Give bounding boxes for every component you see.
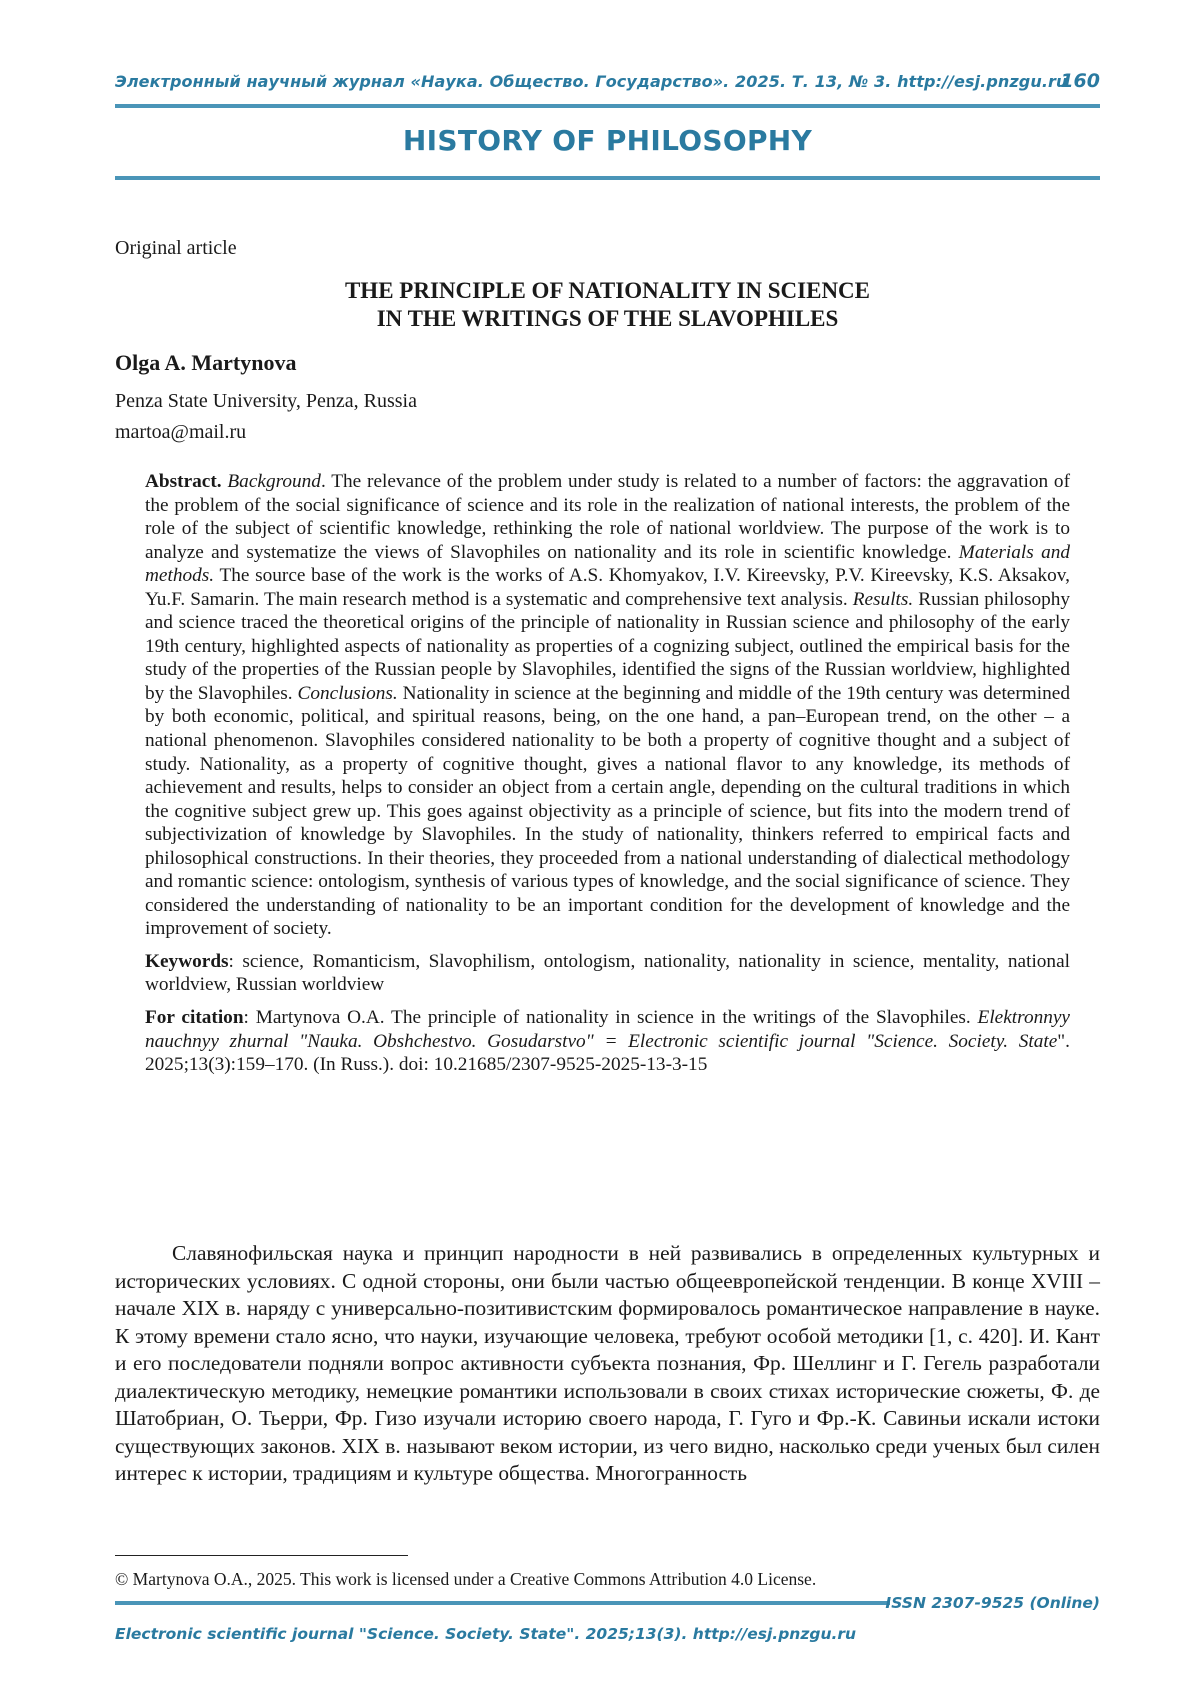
abstract-label: Abstract. bbox=[145, 471, 222, 492]
methods-label: Materials and methods. bbox=[145, 541, 1070, 587]
results-label: Results. bbox=[852, 588, 914, 610]
footnote-divider bbox=[115, 1555, 408, 1556]
results-text: Russian philosophy and science traced the theoretical origins of the principle of nationality in Russian science and philosophy of the early 19th century, highlighted aspects of nationality as properties of a cognizing subject, outlined the empirical basis for the study of the properties of the Russian people by Slavophiles, identified the signs of the Russian worldview, highlighted by the Slavophiles. bbox=[145, 588, 1071, 704]
author-affiliation: Penza State University, Penza, Russia bbox=[115, 390, 417, 412]
abstract-paragraph bbox=[145, 470, 1070, 941]
section-title: HISTORY OF PHILOSOPHY bbox=[402, 124, 813, 157]
author-email[interactable]: martoa@mail.ru bbox=[115, 421, 247, 443]
footer-divider bbox=[115, 1601, 890, 1605]
license-footnote: © Martynova O.A., 2025. This work is licensed under a Creative Commons Attribution 4.0 License. bbox=[115, 1569, 817, 1589]
background-label: Background bbox=[227, 471, 321, 492]
citation-label: For citation bbox=[145, 1007, 244, 1029]
conclusions-label: Conclusions. bbox=[297, 682, 398, 704]
section-divider bbox=[115, 176, 1100, 180]
header-divider bbox=[115, 104, 1100, 108]
running-header bbox=[115, 72, 1100, 96]
article-title bbox=[115, 277, 1100, 333]
citation-paragraph bbox=[145, 1006, 1070, 1077]
background-text: . The relevance of the problem under study is related to a number of factors: the aggravation of the problem of the social significance of science and its role in the realization of national interests, the problem of the role of the subject of scientific knowledge, rethinking the role of national worldview. The purpose of the work is to analyze and systematize the views of Slavophiles on nationality and its role in scientific knowledge. bbox=[145, 471, 1070, 563]
author-name: Olga A. Martynova bbox=[115, 350, 297, 375]
citation-journal: Elektronnyy nauchnyy zhurnal "Nauka. Obshchestvo. Gosudarstvo" = Electronic scientific journal "Science. Society. State bbox=[145, 1007, 1070, 1052]
keywords-text: : science, Romanticism, Slavophilism, ontologism, nationality, nationality in science, mentality, national worldview, Russian worldview bbox=[145, 950, 1070, 996]
footer-journal-line: Electronic scientific journal "Science. Society. State". 2025;13(3). http://esj.pnzgu.ru bbox=[115, 1625, 857, 1643]
citation-text-before: : Martynova O.A. The principle of nationality in science in the writings of the Slavophiles. bbox=[243, 1007, 978, 1029]
article-type: Original article bbox=[115, 237, 237, 259]
issn-label: ISSN 2307-9525 (Online) bbox=[885, 1594, 1100, 1612]
journal-running-title: Электронный научный журнал «Наука. Общество. Государство». 2025. Т. 13, № 3. http://esj.pnzgu.ru bbox=[115, 72, 1068, 91]
page-number: 160 bbox=[1060, 70, 1100, 92]
article-title-line-2: IN THE WRITINGS OF THE SLAVOPHILES bbox=[376, 306, 839, 331]
citation-text-after: ". 2025;13(3):159–170. (In Russ.). doi: 10.21685/2307-9525-2025-13-3-15 bbox=[145, 1030, 1070, 1076]
article-title-line-1: THE PRINCIPLE OF NATIONALITY IN SCIENCE bbox=[344, 278, 871, 303]
keywords-paragraph bbox=[145, 950, 1070, 997]
abstract-block bbox=[145, 470, 1070, 1077]
keywords-label: Keywords bbox=[145, 950, 229, 972]
conclusions-text: Nationality in science at the beginning and middle of the 19th century was determined by both economic, political, and spiritual reasons, being, on the one hand, a pan–European trend, on the other – a national phenomenon. Slavophiles considered nationality to be both a property of cognitive thought and a subject of study. Nationality, as a property of cognitive thought, gives a national flavor to any knowledge, its methods of achievement and results, helps to consider an object from a certain angle, depending on the cultural traditions in which the cognitive subject grew up. This goes against objectivity as a principle of science, but fits into the modern trend of subjectivization of knowledge by Slavophiles. In the study of nationality, thinkers referred to empirical facts and philosophical constructions. In their theories, they proceeded from a national understanding of dialectical methodology and romantic science: ontologism, synthesis of various types of knowledge, and the social significance of science. They considered the understanding of nationality to be an important condition for the development of knowledge and the improvement of society. bbox=[145, 682, 1070, 940]
methods-text: The source base of the work is the works of A.S. Khomyakov, I.V. Kireevsky, P.V. Kireevsky, K.S. Aksakov, Yu.F. Samarin. The main research method is a systematic and comprehensive text analysis. bbox=[145, 565, 1070, 610]
body-paragraph: Славянофильская наука и принцип народности в ней развивались в определенных культурных и исторических условиях. С одной стороны, они были частью общеевропейской тенденции. В конце XVIII – начале XIX в. наряду с универсально-позитивистским формировалось романтическое направление в науке. К этому времени стало ясно, что науки, изучающие человека, требуют особой методики [1, с. 420]. И. Кант и его последователи подняли вопрос активности субъекта познания, Фр. Шеллинг и Г. Гегель разработали диалектическую методику, немецкие романтики использовали в своих стихах исторические сюжеты, Ф. де Шатобриан, О. Тьерри, Фр. Гизо изучали историю своего народа, Г. Гуго и Фр.-К. Савиньи искали истоки существующих законов. XIX в. называют веком истории, из чего видно, насколько среди ученых был силен интерес к истории, традициям и культуре общества. Многогранность bbox=[115, 1241, 1100, 1485]
